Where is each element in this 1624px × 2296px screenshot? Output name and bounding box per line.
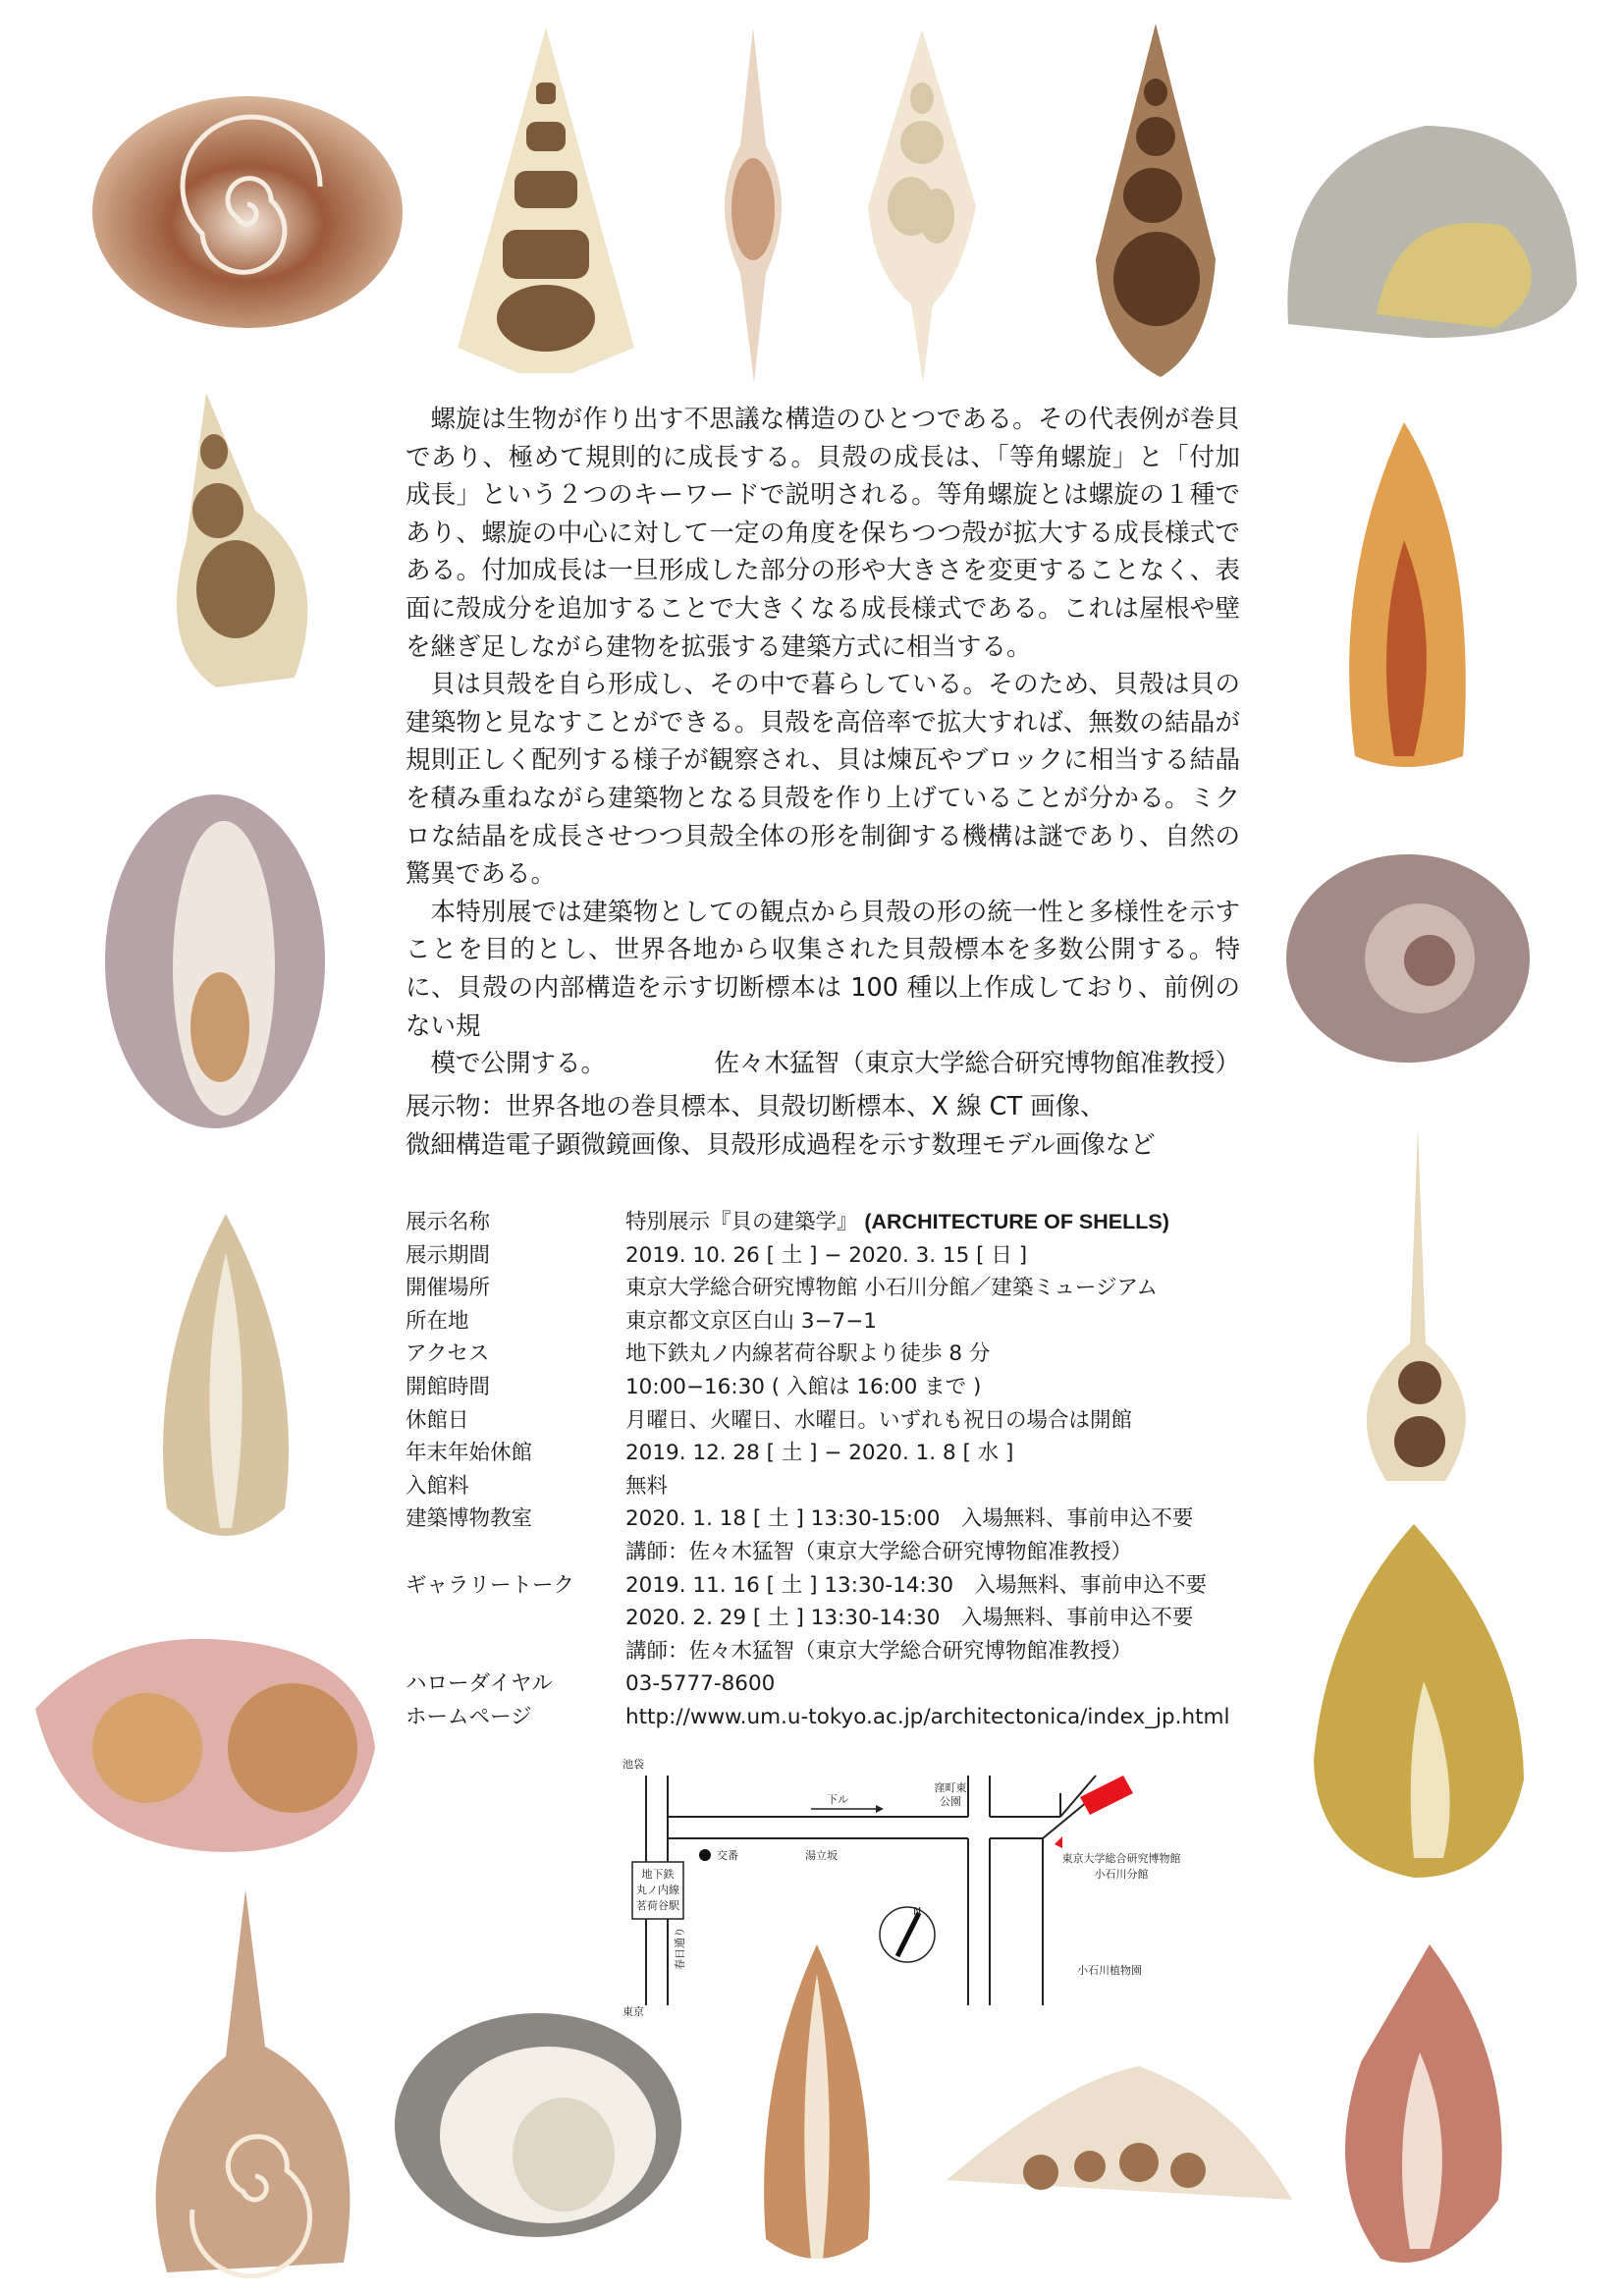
info-value: 2019. 12. 28 [ 土 ] − 2020. 1. 8 [ 水 ] xyxy=(625,1441,1014,1466)
info-row-title xyxy=(406,1206,1230,1239)
info-key: 展示期間 xyxy=(406,1242,491,1268)
info-value: 東京大学総合研究博物館 小石川分館／建築ミュージアム xyxy=(625,1276,1158,1301)
map-entrance-marker xyxy=(1055,1836,1062,1848)
shell-photo-cut-left-middle xyxy=(147,1214,304,1563)
shell-photo-wentletrap-1 xyxy=(454,24,638,377)
info-row xyxy=(406,1404,1230,1438)
map-label-kudari: 下ル xyxy=(827,1793,848,1806)
shell-photo-bottom-4 xyxy=(943,2062,1296,2208)
map-station-label: 丸ノ内線 xyxy=(636,1884,679,1896)
map-label-yutachizaka: 湯立坂 xyxy=(805,1849,838,1862)
info-value: 2020. 1. 18 [ 土 ] 13:30-15:00 入場無料、事前申込不要 xyxy=(625,1506,1194,1532)
shell-photo-cut-brown xyxy=(1092,24,1219,379)
essay-paragraph: 本特別展では建築物としての観点から貝殻の形の統一性と多様性を示すことを目的とし、世界各地から収集された貝殻標本を多数公開する。特に、貝殻の内部構造を示す切断標本は 100 種以上作成しており、前例のない規 xyxy=(406,897,1240,1041)
info-row xyxy=(406,1239,1230,1273)
info-value xyxy=(625,1206,1230,1239)
info-row xyxy=(406,1272,1230,1305)
info-table xyxy=(406,1206,1230,1734)
shell-photo-cowrie xyxy=(102,792,328,1131)
exhibit-items xyxy=(406,1088,1240,1164)
info-value: 講師：佐々木猛智（東京大学総合研究博物館准教授） xyxy=(625,1638,1133,1664)
shell-photo-cut-white xyxy=(854,29,990,383)
info-row xyxy=(406,1701,1230,1734)
info-key: 年末年始休館 xyxy=(406,1441,533,1466)
shell-photo-bottom-2 xyxy=(391,2007,685,2243)
essay-paragraph-end: 模で公開する。 xyxy=(430,1049,607,1079)
map-station-label: 茗荷谷駅 xyxy=(636,1899,679,1912)
info-value: 無料 xyxy=(625,1473,669,1499)
map-koban-dot xyxy=(699,1849,711,1861)
info-value: 2020. 2. 29 [ 土 ] 13:30-14:30 入場無料、事前申込不要 xyxy=(625,1606,1194,1631)
shell-photo-bottom-5 xyxy=(1322,1944,1518,2278)
info-key: ギャラリートーク xyxy=(406,1572,575,1598)
exhibition-title: 特別展示『貝の建築学』 xyxy=(625,1210,858,1234)
info-row xyxy=(406,1503,1230,1536)
map-label-north: N xyxy=(913,1905,922,1918)
map-label-museum: 東京大学総合研究博物館 xyxy=(1061,1852,1181,1865)
info-value: 2019. 10. 26 [ 土 ] − 2020. 3. 15 [ 日 ] xyxy=(625,1242,1028,1268)
essay-closing-row xyxy=(406,1045,1240,1083)
info-key: ホームページ xyxy=(406,1704,532,1729)
essay-paragraph: 貝は貝殻を自ら形成し、その中で暮らしている。そのため、貝殻は貝の建築物と見なすことができる。貝殻を高倍率で拡大すれば、無数の結晶が規則正しく配列する様子が観察され、貝は煉瓦やブロックに相当する結晶を積み重ねながら建築物となる貝殻を作り上げていることが分かる。ミクロな結晶を成長させつつ貝殻全体の形を制御する機構は謎であり、自然の驚異である。 xyxy=(406,670,1240,890)
shell-photo-murex-left xyxy=(128,393,334,687)
essay xyxy=(406,401,1240,1083)
info-key: 所在地 xyxy=(406,1308,469,1334)
shell-photo-amber-snail xyxy=(1306,1524,1532,1880)
info-row xyxy=(406,1305,1230,1339)
map-label-ikebukuro: 池袋 xyxy=(623,1758,644,1771)
info-key xyxy=(406,1635,625,1668)
info-key: 休館日 xyxy=(406,1407,469,1433)
essay-paragraph: 螺旋は生物が作り出す不思議な構造のひとつである。その代表例が巻貝であり、極めて規則的に成長する。貝殻の成長は、「等角螺旋」と「付加成長」という２つのキーワードで説明される。等角螺旋とは螺旋の１種であり、螺旋の中心に対して一定の角度を保ちつつ殻が拡大する成長様式である。付加成長は一旦形成した部分の形や大きさを変更することなく、表面に殻成分を追加することで大きくなる成長様式である。これは屋根や壁を継ぎ足しながら建物を拡張する建築方式に相当する。 xyxy=(406,405,1240,662)
info-row xyxy=(406,1667,1230,1701)
info-value: 月曜日、火曜日、水曜日。いずれも祝日の場合は開館 xyxy=(625,1407,1133,1433)
info-key: 建築博物教室 xyxy=(406,1506,533,1532)
info-key: 開館時間 xyxy=(406,1374,491,1399)
info-key xyxy=(406,1536,625,1569)
essay-signature: 佐々木猛智（東京大学総合研究博物館准教授） xyxy=(714,1049,1240,1079)
exhibition-title-en: (ARCHITECTURE OF SHELLS) xyxy=(864,1210,1169,1233)
map-label-museum: 小石川分館 xyxy=(1094,1868,1149,1881)
map-label-kubomachi: 窪町東 xyxy=(934,1781,967,1794)
map-label-koban: 交番 xyxy=(717,1849,738,1862)
info-row xyxy=(406,1470,1230,1503)
info-key xyxy=(406,1602,625,1635)
map-arrow-icon xyxy=(876,1805,884,1813)
map-label-garden: 小石川植物園 xyxy=(1077,1964,1142,1977)
map-label-kasuga: 春日通り xyxy=(674,1927,686,1970)
shell-photo-spiny-murex xyxy=(1327,1127,1504,1487)
info-value: 03-5777-8600 xyxy=(625,1671,776,1697)
info-key: 開催場所 xyxy=(406,1276,491,1301)
shell-photo-disc-right xyxy=(1282,850,1534,1066)
info-value: 10:00−16:30 ( 入館は 16:00 まで ) xyxy=(625,1374,982,1399)
info-row xyxy=(406,1536,1230,1569)
info-key: アクセス xyxy=(406,1341,490,1367)
info-key: 展示名称 xyxy=(406,1210,491,1234)
info-row xyxy=(406,1569,1230,1603)
shell-photo-spindle xyxy=(707,27,799,383)
map-label-kubomachi: 公園 xyxy=(940,1795,961,1808)
info-row xyxy=(406,1338,1230,1371)
info-key: ハローダイヤル xyxy=(406,1671,553,1697)
shell-photo-spiral-top-left xyxy=(90,86,406,332)
info-value: 地下鉄丸ノ内線茗荷谷駅より徒歩 8 分 xyxy=(625,1341,991,1367)
shell-photo-pink-cut xyxy=(29,1630,381,1856)
info-row xyxy=(406,1602,1230,1635)
shell-photo-turban-top-right xyxy=(1278,118,1579,342)
info-value: 2019. 11. 16 [ 土 ] 13:30-14:30 入場無料、事前申込不要 xyxy=(625,1572,1208,1598)
info-row xyxy=(406,1437,1230,1470)
access-map xyxy=(619,1754,1227,2019)
map-label-tokyo: 東京 xyxy=(623,2005,644,2018)
map-station-label: 地下鉄 xyxy=(641,1868,675,1881)
shell-photo-orange-right xyxy=(1335,422,1479,776)
info-row xyxy=(406,1371,1230,1404)
homepage-link[interactable]: http://www.um.u-tokyo.ac.jp/architectonica/index_jp.html xyxy=(625,1704,1230,1729)
map-museum-marker xyxy=(1080,1776,1133,1815)
info-value: 講師：佐々木猛智（東京大学総合研究博物館准教授） xyxy=(625,1539,1133,1564)
exhibit-line: 微細構造電子顕微鏡画像、貝殻形成過程を示す数理モデル画像など xyxy=(406,1129,1156,1160)
exhibit-line: 展示物：世界各地の巻貝標本、貝殻切断標本、X 線 CT 画像、 xyxy=(406,1092,1106,1121)
shell-photo-bottom-1 xyxy=(128,1889,373,2282)
info-key: 入館料 xyxy=(406,1473,469,1499)
info-value: 東京都文京区白山 3−7−1 xyxy=(625,1308,877,1334)
info-row xyxy=(406,1635,1230,1668)
